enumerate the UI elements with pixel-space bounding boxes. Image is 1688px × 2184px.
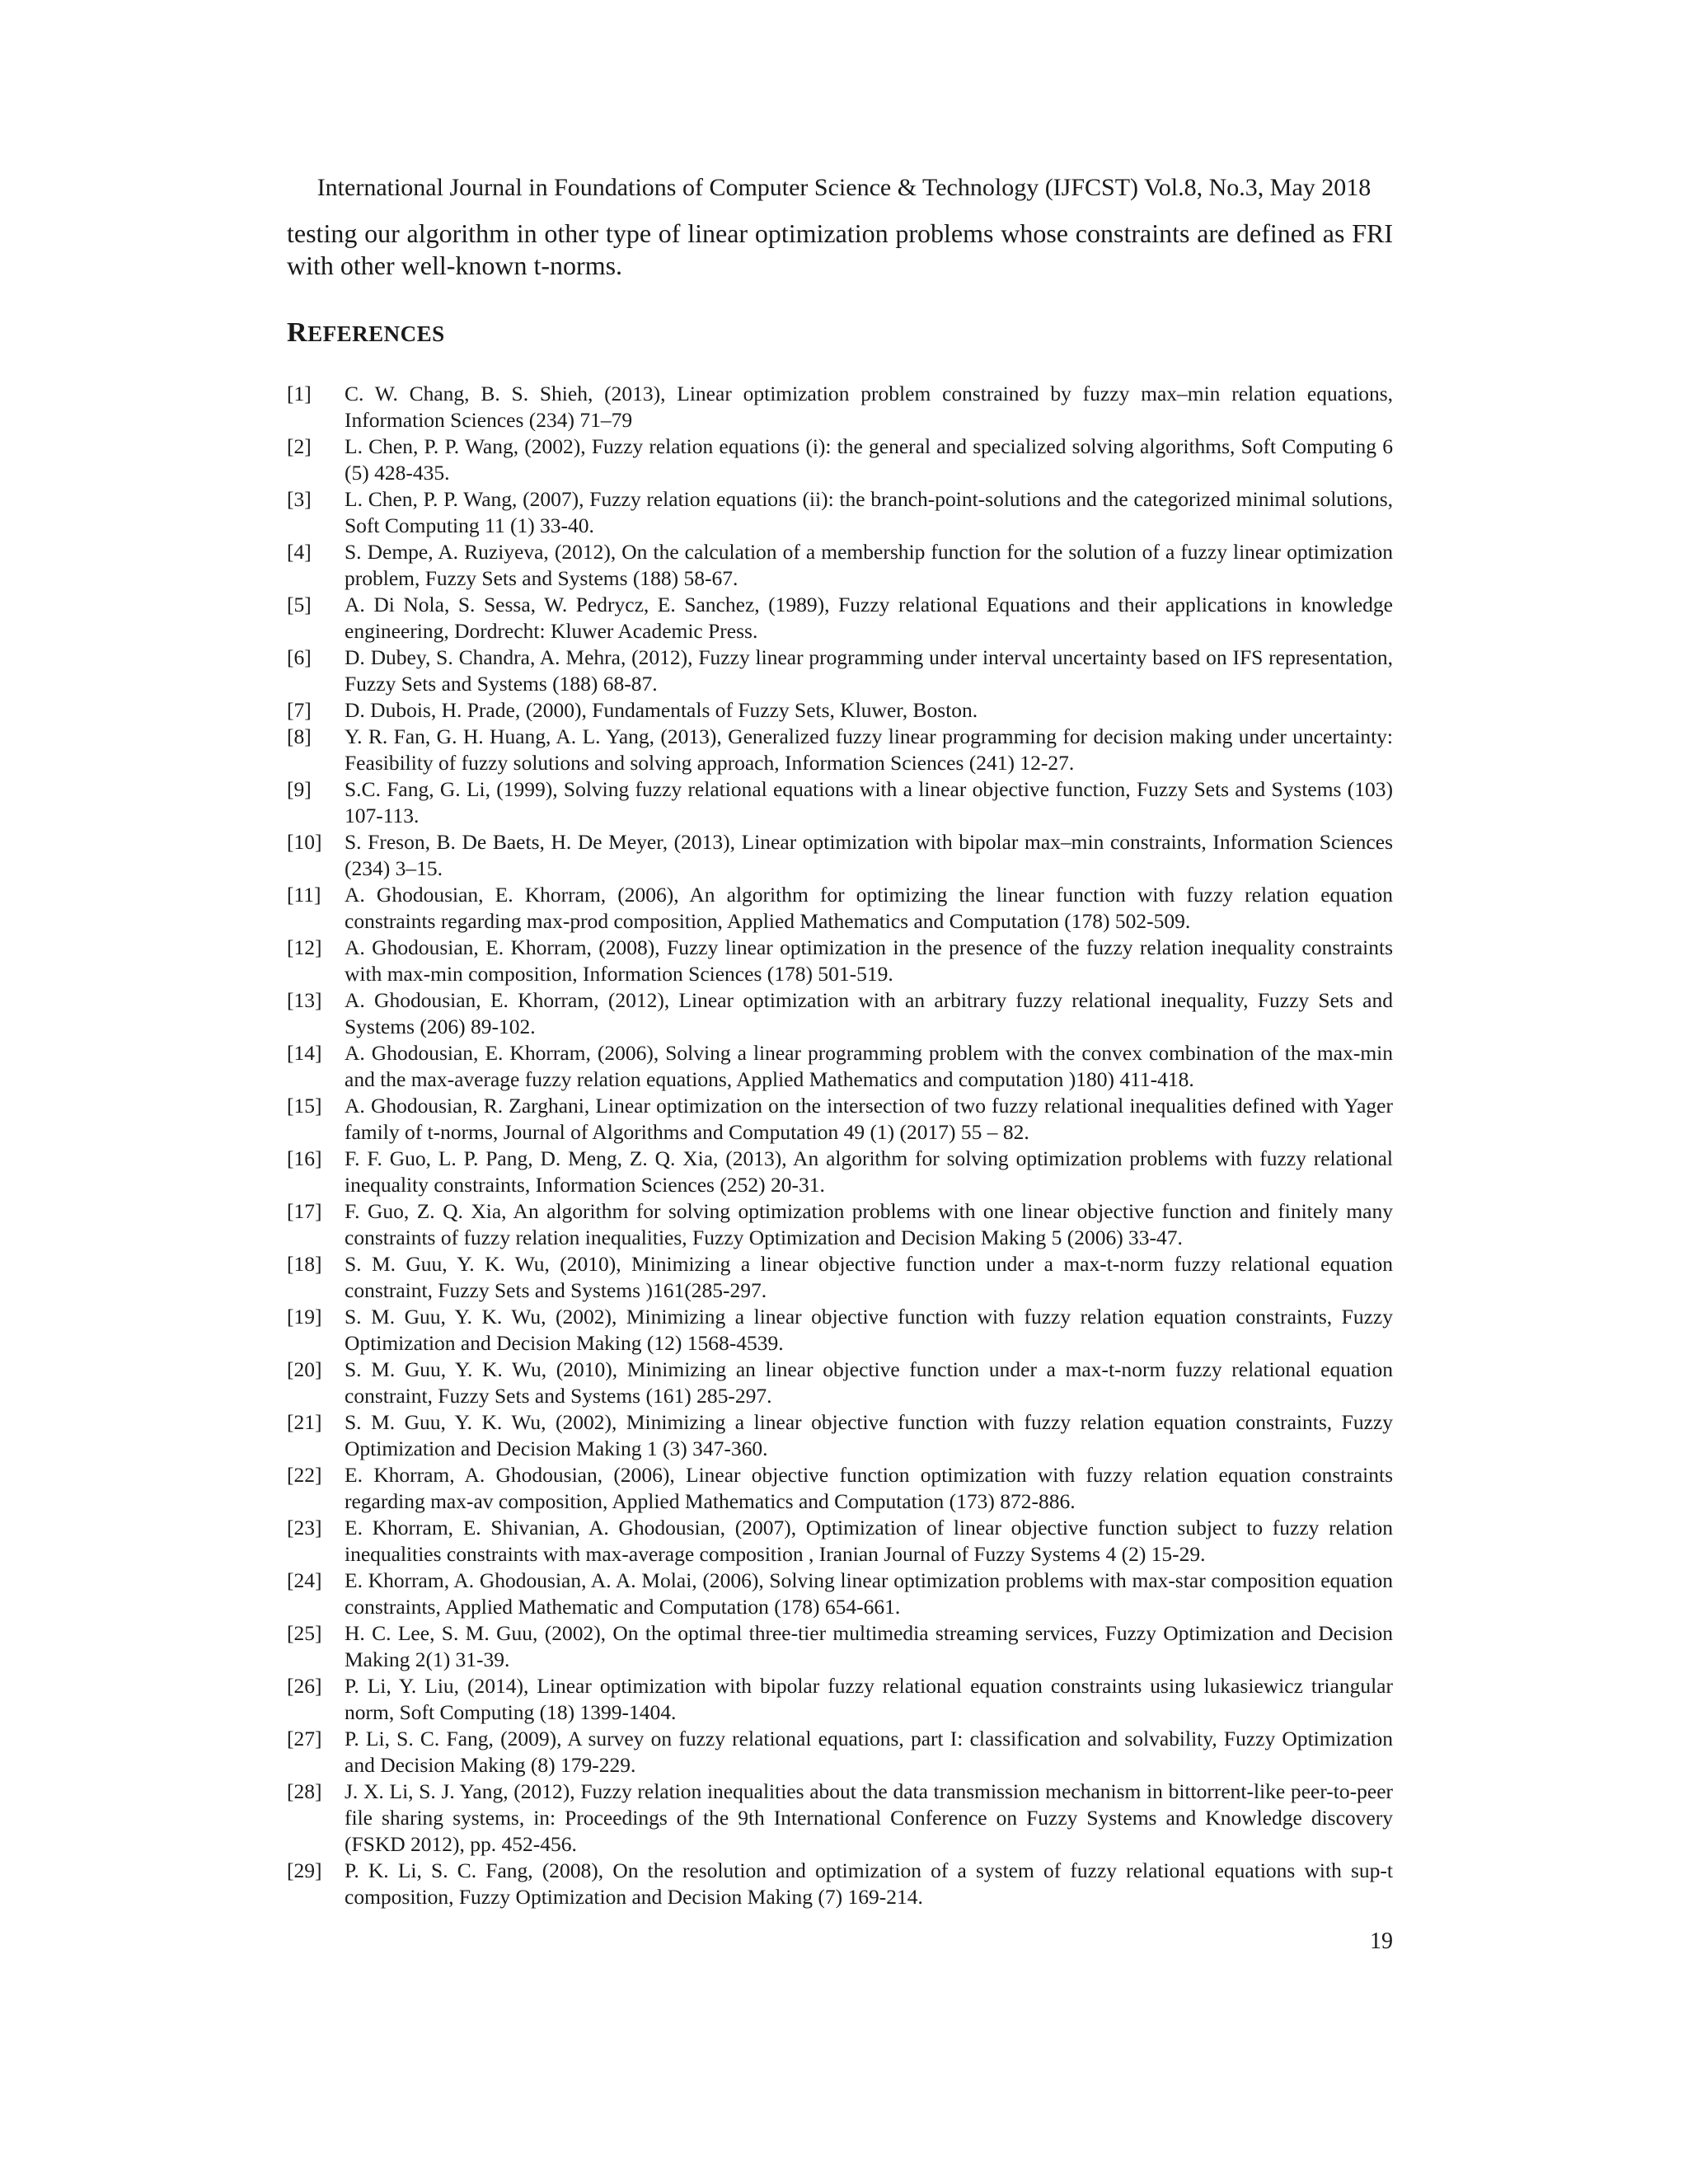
reference-text: H. C. Lee, S. M. Guu, (2002), On the optimal three-tier multimedia streaming services, Fuzzy Optimization and Decision Making 2(1) 31-39. (345, 1621, 1393, 1671)
reference-text: E. Khorram, A. Ghodousian, A. A. Molai, (2006), Solving linear optimization problems with max-star composition equation constraints, Applied Mathematic and Computation (178) 654-661. (345, 1568, 1393, 1619)
reference-item (287, 592, 1393, 644)
reference-text: A. Ghodousian, E. Khorram, (2008), Fuzzy linear optimization in the presence of the fuzzy relation inequality constraints with max-min composition, Information Sciences (178) 501-519. (345, 935, 1393, 986)
reference-number: [22] (287, 1463, 322, 1487)
reference-item (287, 1673, 1393, 1726)
reference-number: [12] (287, 935, 322, 959)
reference-item (287, 1357, 1393, 1409)
reference-text: S. M. Guu, Y. K. Wu, (2002), Minimizing a linear objective function with fuzzy relation equation constraints, Fuzzy Optimization and Decision Making (12) 1568-4539. (345, 1305, 1393, 1355)
reference-number: [28] (287, 1779, 322, 1803)
reference-text: L. Chen, P. P. Wang, (2007), Fuzzy relation equations (ii): the branch-point-solutions and the categorized minimal solutions, Soft Computing 11 (1) 33-40. (345, 487, 1393, 537)
reference-item (287, 539, 1393, 592)
reference-item (287, 381, 1393, 434)
reference-item (287, 1304, 1393, 1357)
reference-item (287, 935, 1393, 987)
reference-item (287, 486, 1393, 539)
reference-number: [5] (287, 593, 312, 616)
reference-number: [23] (287, 1516, 322, 1540)
reference-number: [8] (287, 724, 312, 748)
reference-text: A. Ghodousian, E. Khorram, (2006), Solving a linear programming problem with the convex combination of the max-min and the max-average fuzzy relation equations, Applied Mathematics and computation )180) 411-418. (345, 1041, 1393, 1091)
reference-text: S. Dempe, A. Ruziyeva, (2012), On the calculation of a membership function for the solution of a fuzzy linear optimization problem, Fuzzy Sets and Systems (188) 58-67. (345, 540, 1393, 590)
reference-text: P. Li, S. C. Fang, (2009), A survey on fuzzy relational equations, part I: classification and solvability, Fuzzy Optimization and Decision Making (8) 179-229. (345, 1727, 1393, 1777)
reference-item (287, 1409, 1393, 1462)
reference-text: A. Ghodousian, E. Khorram, (2006), An algorithm for optimizing the linear function with fuzzy relation equation constraints regarding max-prod composition, Applied Mathematics and Computation (178) 502-509. (345, 883, 1393, 933)
reference-number: [3] (287, 487, 312, 511)
reference-item (287, 1198, 1393, 1251)
reference-item (287, 987, 1393, 1040)
reference-number: [17] (287, 1199, 322, 1223)
reference-item (287, 1568, 1393, 1620)
reference-text: S. M. Guu, Y. K. Wu, (2010), Minimizing an linear objective function under a max-t-norm fuzzy relational equation constraint, Fuzzy Sets and Systems (161) 285-297. (345, 1357, 1393, 1408)
reference-item (287, 1779, 1393, 1858)
reference-item (287, 724, 1393, 776)
reference-text: P. Li, Y. Liu, (2014), Linear optimization with bipolar fuzzy relational equation constraints using lukasiewicz triangular norm, Soft Computing (18) 1399-1404. (345, 1674, 1393, 1724)
reference-text: L. Chen, P. P. Wang, (2002), Fuzzy relation equations (i): the general and specialized solving algorithms, Soft Computing 6 (5) 428-435. (345, 434, 1393, 485)
reference-text: A. Ghodousian, E. Khorram, (2012), Linear optimization with an arbitrary fuzzy relational inequality, Fuzzy Sets and Systems (206) 89-102. (345, 988, 1393, 1038)
reference-number: [14] (287, 1041, 322, 1065)
reference-list (287, 381, 1393, 1910)
references-heading-initial: R (287, 317, 308, 348)
reference-number: [6] (287, 645, 312, 669)
reference-number: [1] (287, 382, 312, 405)
reference-text: F. F. Guo, L. P. Pang, D. Meng, Z. Q. Xia, (2013), An algorithm for solving optimization problems with fuzzy relational inequality constraints, Information Sciences (252) 20-31. (345, 1146, 1393, 1197)
reference-text: A. Di Nola, S. Sessa, W. Pedrycz, E. Sanchez, (1989), Fuzzy relational Equations and their applications in knowledge engineering, Dordrecht: Kluwer Academic Press. (345, 593, 1393, 643)
reference-text: S.C. Fang, G. Li, (1999), Solving fuzzy relational equations with a linear objective function, Fuzzy Sets and Systems (103) 107-113. (345, 777, 1393, 827)
reference-text: D. Dubey, S. Chandra, A. Mehra, (2012), Fuzzy linear programming under interval uncertainty based on IFS representation, Fuzzy Sets and Systems (188) 68-87. (345, 645, 1393, 696)
reference-text: E. Khorram, E. Shivanian, A. Ghodousian, (2007), Optimization of linear objective function subject to fuzzy relation inequalities constraints with max-average composition , Iranian Journal of Fuzzy Systems 4 (2) 15-29. (345, 1516, 1393, 1566)
reference-item (287, 1146, 1393, 1198)
page-number: 19 (1370, 1929, 1393, 1954)
reference-number: [27] (287, 1727, 322, 1750)
reference-number: [13] (287, 988, 322, 1012)
reference-number: [7] (287, 698, 312, 722)
reference-text: J. X. Li, S. J. Yang, (2012), Fuzzy relation inequalities about the data transmission mechanism in bittorrent-like peer-to-peer file sharing systems, in: Proceedings of the 9th International Conference on Fuzzy Systems and Knowledge discovery (FSKD 2012), pp. 452-456. (345, 1779, 1393, 1856)
reference-text: P. K. Li, S. C. Fang, (2008), On the resolution and optimization of a system of fuzzy relational equations with sup-t composition, Fuzzy Optimization and Decision Making (7) 169-214. (345, 1858, 1393, 1909)
reference-text: C. W. Chang, B. S. Shieh, (2013), Linear optimization problem constrained by fuzzy max–min relation equations, Information Sciences (234) 71–79 (345, 382, 1393, 432)
reference-item (287, 1462, 1393, 1515)
reference-number: [26] (287, 1674, 322, 1698)
reference-item (287, 1093, 1393, 1146)
reference-text: S. Freson, B. De Baets, H. De Meyer, (2013), Linear optimization with bipolar max–min constraints, Information Sciences (234) 3–15. (345, 830, 1393, 880)
reference-text: S. M. Guu, Y. K. Wu, (2010), Minimizing a linear objective function under a max-t-norm fuzzy relational equation constraint, Fuzzy Sets and Systems )161(285-297. (345, 1252, 1393, 1302)
reference-number: [9] (287, 777, 312, 801)
reference-item (287, 644, 1393, 697)
reference-item (287, 434, 1393, 486)
reference-number: [11] (287, 883, 321, 907)
reference-item (287, 829, 1393, 882)
reference-number: [19] (287, 1305, 322, 1329)
reference-text: D. Dubois, H. Prade, (2000), Fundamentals of Fuzzy Sets, Kluwer, Boston. (345, 698, 978, 722)
journal-header: International Journal in Foundations of Computer Science & Technology (IJFCST) Vol.8, No.3, May 2018 (316, 174, 1372, 201)
reference-item (287, 697, 1393, 724)
reference-item (287, 1620, 1393, 1673)
reference-text: A. Ghodousian, R. Zarghani, Linear optimization on the intersection of two fuzzy relational inequalities defined with Yager family of t-norms, Journal of Algorithms and Computation 49 (1) (2017) 55 – 82. (345, 1094, 1393, 1144)
reference-number: [25] (287, 1621, 322, 1645)
reference-number: [10] (287, 830, 322, 854)
reference-number: [24] (287, 1568, 322, 1592)
reference-number: [18] (287, 1252, 322, 1276)
reference-number: [29] (287, 1858, 322, 1882)
reference-number: [15] (287, 1094, 322, 1118)
reference-item (287, 1040, 1393, 1093)
reference-number: [16] (287, 1146, 322, 1170)
reference-number: [2] (287, 434, 312, 458)
reference-number: [4] (287, 540, 312, 564)
references-heading-rest: EFERENCES (307, 321, 445, 346)
references-heading (287, 316, 445, 350)
intro-paragraph: testing our algorithm in other type of linear optimization problems whose constraints are defined as FRI with other well-known t-norms. (287, 218, 1393, 280)
reference-item (287, 882, 1393, 935)
reference-number: [20] (287, 1357, 322, 1381)
reference-text: F. Guo, Z. Q. Xia, An algorithm for solving optimization problems with one linear objective function and finitely many constraints of fuzzy relation inequalities, Fuzzy Optimization and Decision Making 5 (2006) 33-47. (345, 1199, 1393, 1249)
reference-number: [21] (287, 1410, 322, 1434)
reference-item (287, 1858, 1393, 1910)
reference-text: S. M. Guu, Y. K. Wu, (2002), Minimizing a linear objective function with fuzzy relation equation constraints, Fuzzy Optimization and Decision Making 1 (3) 347-360. (345, 1410, 1393, 1460)
reference-text: E. Khorram, A. Ghodousian, (2006), Linear objective function optimization with fuzzy relation equation constraints regarding max-av composition, Applied Mathematics and Computation (173) 872-886. (345, 1463, 1393, 1513)
reference-text: Y. R. Fan, G. H. Huang, A. L. Yang, (2013), Generalized fuzzy linear programming for decision making under uncertainty: Feasibility of fuzzy solutions and solving approach, Information Sciences (241) 12-27. (345, 724, 1393, 775)
reference-item (287, 1726, 1393, 1779)
reference-item (287, 776, 1393, 829)
reference-item (287, 1515, 1393, 1568)
reference-item (287, 1251, 1393, 1304)
